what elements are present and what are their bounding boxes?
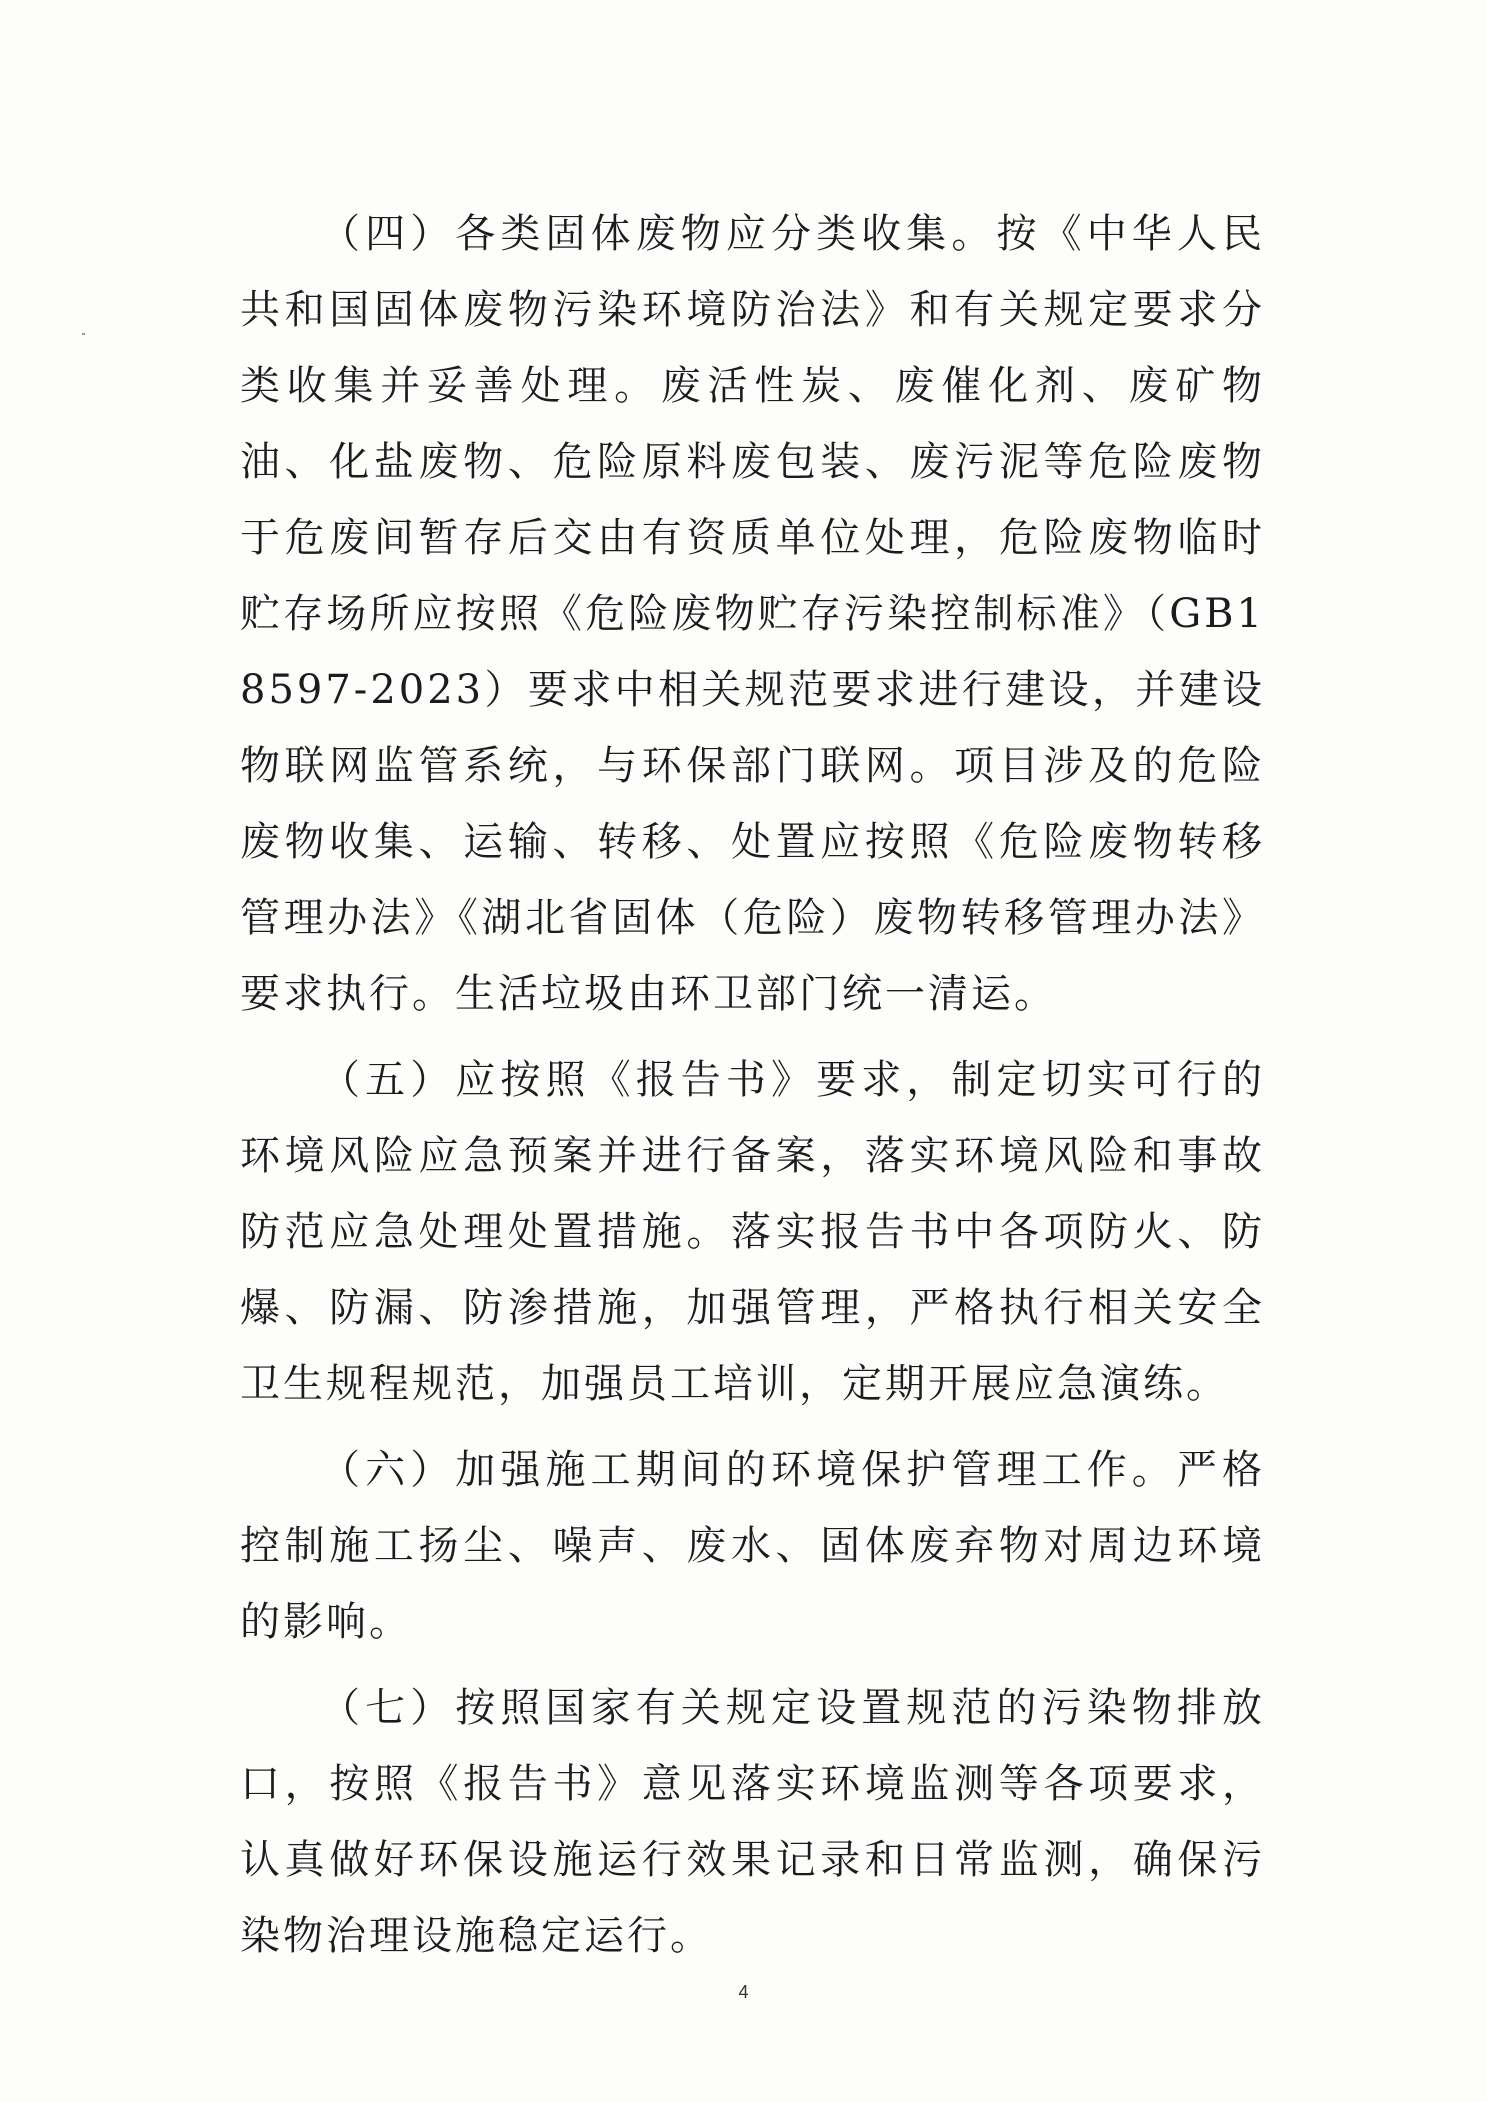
paragraph-risk-emergency: （五）应按照《报告书》要求，制定切实可行的环境风险应急预案并进行备案，落实环境风险和事故防范应急处理处置措施。落实报告书中各项防火、防爆、防漏、防渗措施，加强管理，严格执行相关安全卫生规程规范，加强员工培训，定期开展应急演练。	[240, 1057, 1265, 1407]
scan-speck	[82, 333, 85, 335]
paragraph-discharge-monitoring: （七）按照国家有关规定设置规范的污染物排放口，按照《报告书》意见落实环境监测等各项要求，认真做好环保设施运行效果记录和日常监测，确保污染物治理设施稳定运行。	[240, 1685, 1265, 1959]
page-number: 4	[738, 1982, 749, 2002]
paragraph-construction-period: （六）加强施工期间的环境保护管理工作。严格控制施工扬尘、噪声、废水、固体废弃物对周边环境的影响。	[240, 1447, 1265, 1645]
document-body	[240, 196, 1265, 1974]
paragraph-solid-waste: （四）各类固体废物应分类收集。按《中华人民共和国固体废物污染环境防治法》和有关规定要求分类收集并妥善处理。废活性炭、废催化剂、废矿物油、化盐废物、危险原料废包装、废污泥等危险废物于危废间暂存后交由有资质单位处理，危险废物临时贮存场所应按照《危险废物贮存污染控制标准》（GB18597-2023）要求中相关规范要求进行建设，并建设物联网监管系统，与环保部门联网。项目涉及的危险废物收集、运输、转移、处置应按照《危险废物转移管理办法》《湖北省固体（危险）废物转移管理办法》要求执行。生活垃圾由环卫部门统一清运。	[240, 211, 1265, 1017]
